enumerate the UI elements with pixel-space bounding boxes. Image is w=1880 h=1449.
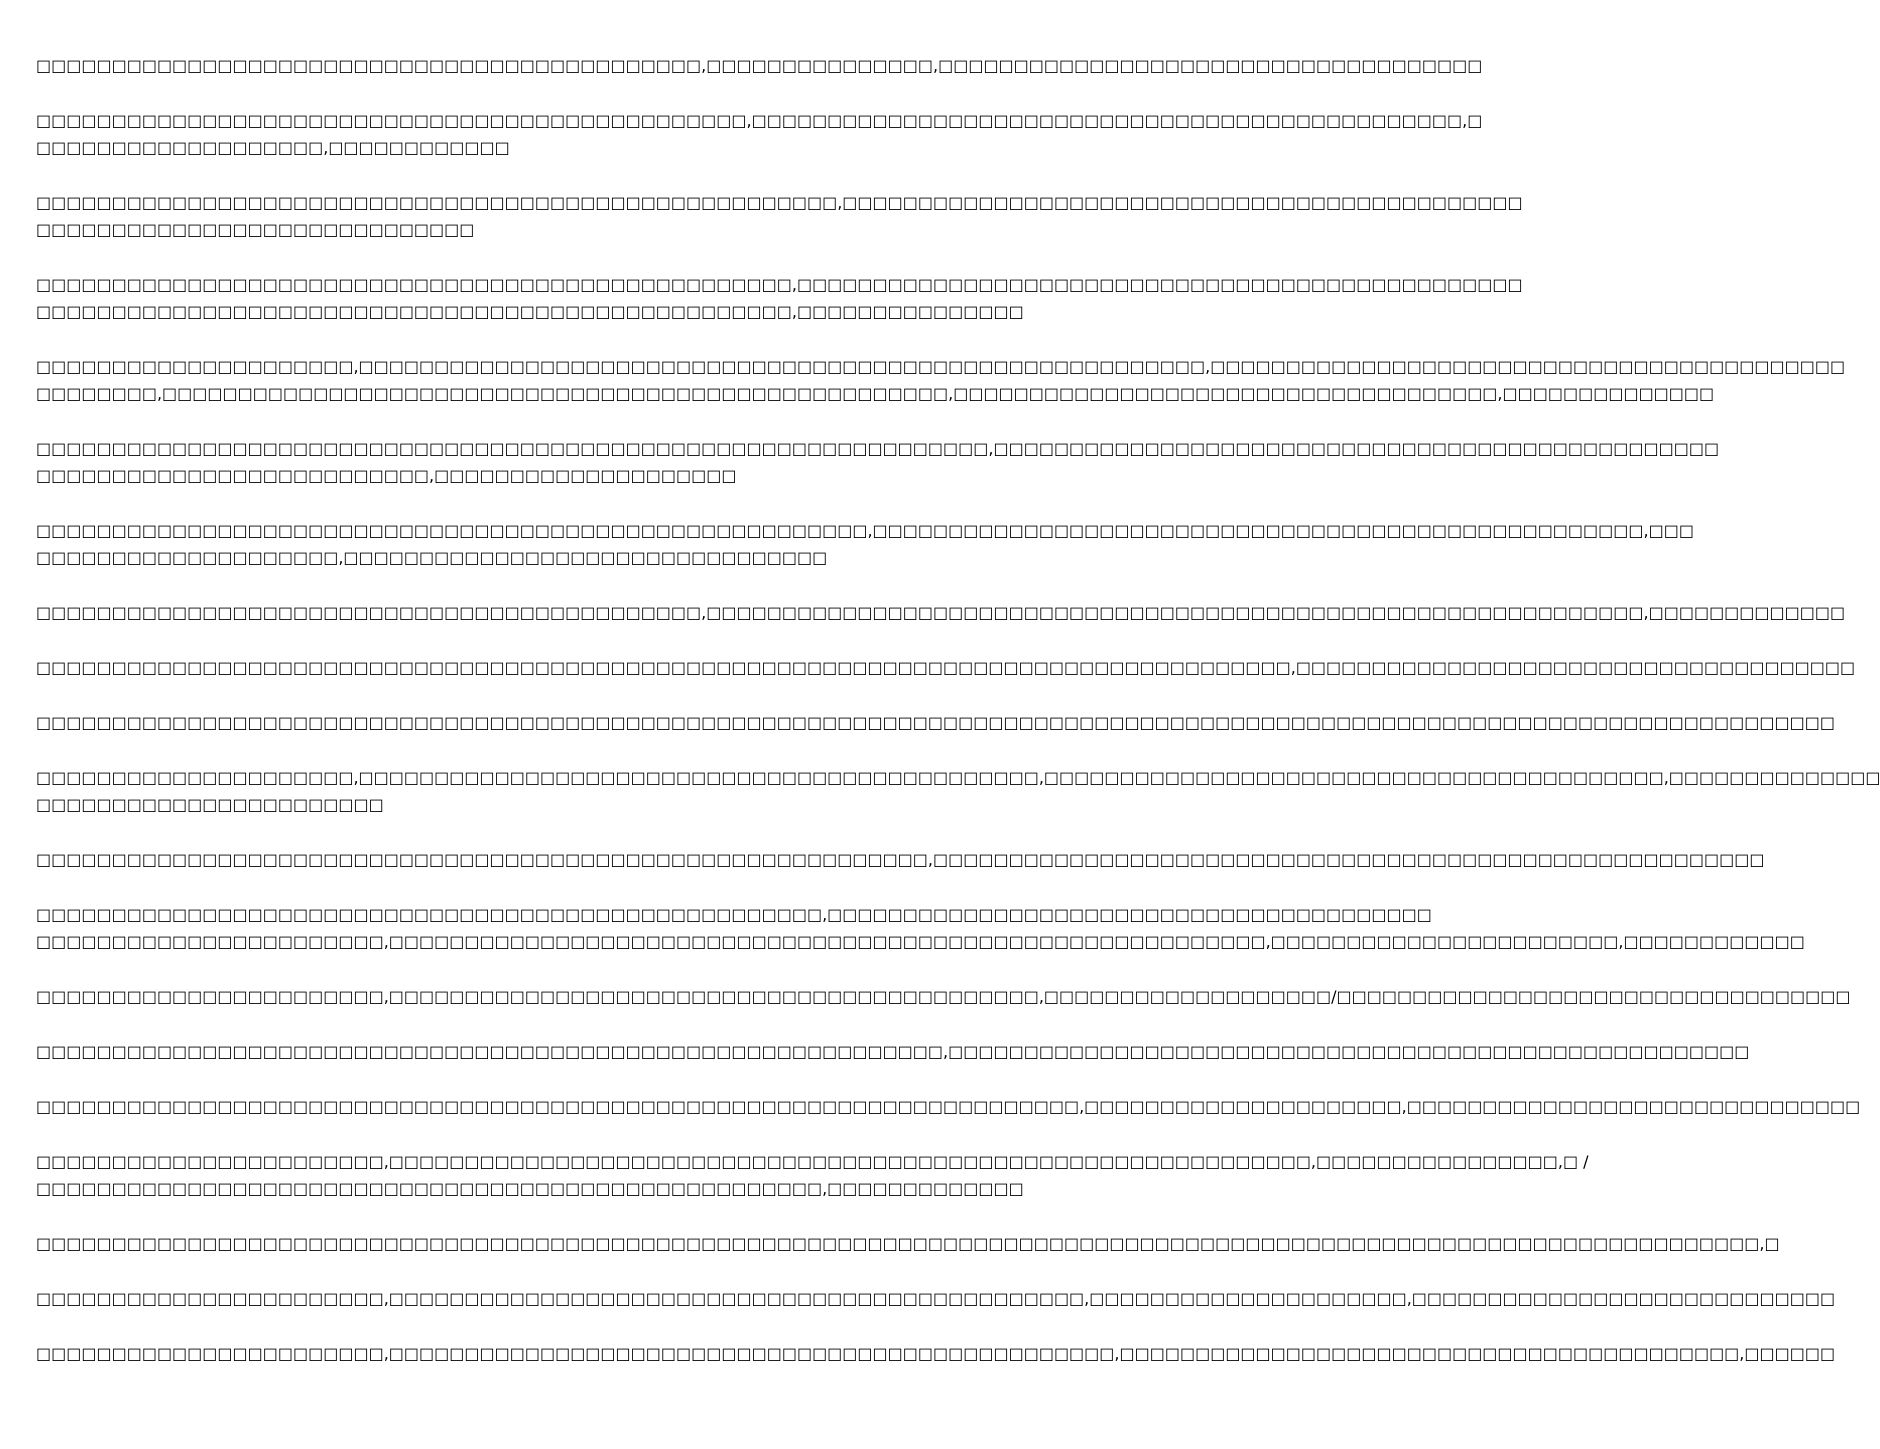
paragraph: □□□□□□□□□□□□□□□□□□□□□□□□□□□□□□□□□□□□□□□□□□□□□□□,□□□□□□□□□□□□□□□□□□□□□□□□□□□□□□□□□□□□□□□□□□□□□□□,□ □□□□□□□□□□□□□□□□□□□,□□□□□□□□□□□□ — [36, 111, 1483, 157]
paragraph: □□□□□□□□□□□□□□□□□□□□□□□□□□□□□□□□□□□□□□□□□□□□□□□□□□□□□□□,□□□□□□□□□□□□□□□□□□□□□□□□□□□□□□□□□□□□□□□□□□□□□□□□□□□,□□□ □□□□□□□□□□□□□□□□□□□□,□□□□□□□□□□□□□□□□□□□□□□□□□□□□□□□□ — [36, 521, 1694, 567]
paragraph: □□□□□□□□□□□□□□□□□□□□□□□□□□□□□□□□□□□□□□□□□□□□□□□□□□□□□□□□□□□□,□□□□□□□□□□□□□□□□□□□□□□□□□□□□□□□□□□□□□□□□□□□□□□□□□□□□□ — [36, 1042, 1750, 1061]
paragraph: □□□□□□□□□□□□□□□□□□□□□□□□□□□□□□□□□□□□□□□□□□□□□□□□□□□□□□□□□□□□□□□□□□□□□□□□□□□□□□□□□□□□□□□□□□□□□□□□□□□□□□□□□□□□□□□□□□,□ — [36, 1234, 1780, 1253]
paragraph: □□□□□□□□□□□□□□□□□□□□□□□□□□□□□□□□□□□□□□□□□□□□□□□□□□□□□□□□□□□□□□□□□□□□□□□□□□□□□□□□□□□□□□□□□□□□□□□□□□□□□□□□□□□□□□□□□□□□□□□ — [36, 713, 1835, 732]
paragraph: □□□□□□□□□□□□□□□□□□□□□□□,□□□□□□□□□□□□□□□□□□□□□□□□□□□□□□□□□□□□□□□□□□□□□□□□□□□□□□□□□□□□□,□□□□□□□□□□□□□□□□,□ / □□□□□□□□□□□□□□□□□□□□□□□□□□□□□□□□□□□□□□□□□□□□□□□□□□□□,□□□□□□□□□□□□□ — [36, 1152, 1589, 1198]
paragraph: □□□□□□□□□□□□□□□□□□□□□□□□□□□□□□□□□□□□□□□□□□□□,□□□□□□□□□□□□□□□□□□□□□□□□□□□□□□□□□□□□□□□□□□□□□□□□□□□□□□□□□□□□□□,□□□□□□□□□□□□□ — [36, 603, 1846, 622]
paragraph: □□□□□□□□□□□□□□□□□□□□□□□,□□□□□□□□□□□□□□□□□□□□□□□□□□□□□□□□□□□□□□□□□□□□□□,□□□□□□□□□□□□□□□□□□□□□,□□□□□□□□□□□□□□□□□□□□□□□□□□□□ — [36, 1289, 1836, 1308]
paragraph: □□□□□□□□□□□□□□□□□□□□□□□,□□□□□□□□□□□□□□□□□□□□□□□□□□□□□□□□□□□□□□□□□□□□□□□□,□□□□□□□□□□□□□□□□□□□□□□□□□□□□□□□□□□□□□□□□□,□□□□□□ — [36, 1344, 1836, 1363]
paragraph: □□□□□□□□□□□□□□□□□□□□□□□□□□□□□□□□□□□□□□□□□□□□□□□□□□,□□□□□□□□□□□□□□□□□□□□□□□□□□□□□□□□□□□□□□□□□□□□□□□□ □□□□□□□□□□□□□□□□□□□□□□□□□□□□□□□□□□□□□□□□□□□□□□□□□□,□□□□□□□□□□□□□□□ — [36, 275, 1523, 321]
paragraph: □□□□□□□□□□□□□□□□□□□□□□□□□□□□□□□□□□□□□□□□□□□□□□□□□□□□□,□□□□□□□□□□□□□□□□□□□□□□□□□□□□□□□□□□□□□□□□□□□□□ □□□□□□□□□□□□□□□□□□□□□□□□□□□□□ — [36, 193, 1523, 239]
paragraph: □□□□□□□□□□□□□□□□□□□□□,□□□□□□□□□□□□□□□□□□□□□□□□□□□□□□□□□□□□□□□□□□□□□□□□□□□□□□□□,□□□□□□□□□□□□□□□□□□□□□□□□□□□□□□□□□□□□□□□□□□ □□□□□□□□,□□□□□□□□□□□□□□□□□□□□□□□□□□□□□□□□□□□□□□□□□□□□□□□□□□□□,□□□□□□□□□□□□□□□□□□□□□□□□□□□□□□□□□□□□,□□□□□□□□□□□□□□ — [36, 357, 1846, 403]
paragraph: □□□□□□□□□□□□□□□□□□□□□□□□□□□□□□□□□□□□□□□□□□□□,□□□□□□□□□□□□□□□,□□□□□□□□□□□□□□□□□□□□□□□□□□□□□□□□□□□□ — [36, 56, 1483, 75]
paragraph: □□□□□□□□□□□□□□□□□□□□□,□□□□□□□□□□□□□□□□□□□□□□□□□□□□□□□□□□□□□□□□□□□□□,□□□□□□□□□□□□□□□□□□□□□□□□□□□□□□□□□□□□□□□□□,□□□□□□□□□□□□□□ □□□□□□□□□□□□□□□□□□□□□□□ — [36, 768, 1880, 814]
paragraph: □□□□□□□□□□□□□□□□□□□□□□□,□□□□□□□□□□□□□□□□□□□□□□□□□□□□□□□□□□□□□□□□□□□,□□□□□□□□□□□□□□□□□□□/□□□□□□□□□□□□□□□□□□□□□□□□□□□□□□□□□□ — [36, 987, 1851, 1006]
paragraph: □□□□□□□□□□□□□□□□□□□□□□□□□□□□□□□□□□□□□□□□□□□□□□□□□□□□□□□□□□□□□□□□□□□□□,□□□□□□□□□□□□□□□□□□□□□,□□□□□□□□□□□□□□□□□□□□□□□□□□□□□□ — [36, 1097, 1861, 1116]
paragraph: □□□□□□□□□□□□□□□□□□□□□□□□□□□□□□□□□□□□□□□□□□□□□□□□□□□□□□□□□□□□□□□□□□□□□□□□□□□□□□□□□□□,□□□□□□□□□□□□□□□□□□□□□□□□□□□□□□□□□□□□□ — [36, 658, 1856, 677]
paragraph: □□□□□□□□□□□□□□□□□□□□□□□□□□□□□□□□□□□□□□□□□□□□□□□□□□□□□□□□□□□□□□□,□□□□□□□□□□□□□□□□□□□□□□□□□□□□□□□□□□□□□□□□□□□□□□□□ □□□□□□□□□□□□□□□□□□□□□□□□□□,□□□□□□□□□□□□□□□□□□□□ — [36, 439, 1720, 485]
paragraph: □□□□□□□□□□□□□□□□□□□□□□□□□□□□□□□□□□□□□□□□□□□□□□□□□□□□□□□□□□□,□□□□□□□□□□□□□□□□□□□□□□□□□□□□□□□□□□□□□□□□□□□□□□□□□□□□□□□ — [36, 850, 1765, 869]
document-body — [36, 52, 1880, 1423]
paragraph: □□□□□□□□□□□□□□□□□□□□□□□□□□□□□□□□□□□□□□□□□□□□□□□□□□□□,□□□□□□□□□□□□□□□□□□□□□□□□□□□□□□□□□□□□□□□□ □□□□□□□□□□□□□□□□□□□□□□□,□□□□□□□□□□□□□□□□□□□□□□□□□□□□□□□□□□□□□□□□□□□□□□□□□□□□□□□□□□,□□□□□□□□□□□□□□□□□□□□□□□,□□□□□□□□□□□□ — [36, 905, 1805, 951]
